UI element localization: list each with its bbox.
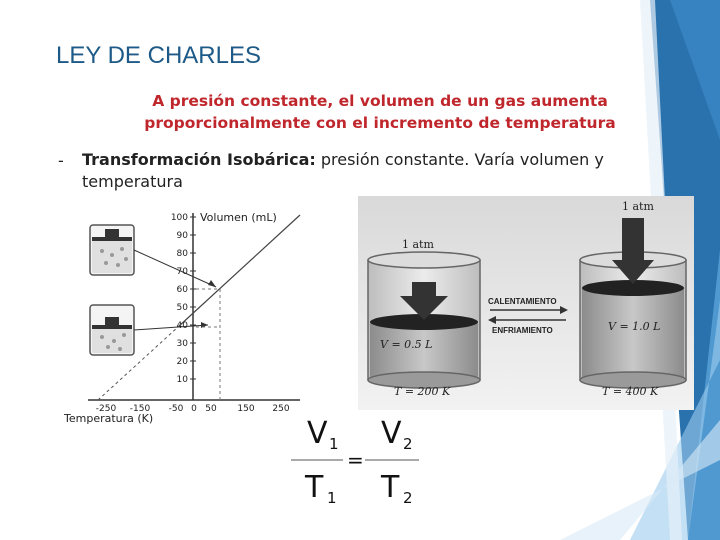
subtitle-line-2: proporcionalmente con el incremento de temperatura [144,114,616,132]
x-tick-label: 250 [272,404,290,414]
left-temp-label: T = 200 K [394,385,451,398]
slide-title: LEY DE CHARLES [56,42,261,69]
right-pressure-label: 1 atm [622,200,654,213]
y-tick-label: 70 [176,267,188,277]
formula-t1: T [305,470,324,505]
formula-t1-subscript: 1 [327,489,337,507]
bullet-marker: - [58,151,64,170]
left-volume-label: V = 0.5 L [380,338,433,351]
charles-law-formula [285,405,435,515]
y-tick-label: 10 [176,375,188,385]
x-tick-label: 150 [237,404,255,414]
formula-equals: = [347,448,364,472]
formula-v2-subscript: 2 [403,435,413,453]
y-tick-label: 90 [176,231,188,241]
beaker-top-illustration [90,225,134,275]
x-tick-label: -250 [95,404,117,414]
formula-t2: T [381,470,400,505]
formula-v1: V [307,416,328,451]
cooling-label: ENFRIAMIENTO [492,326,553,335]
isobaric-apparatus-illustration [358,196,694,410]
right-volume-label: V = 1.0 L [608,320,661,333]
y-tick-label: 30 [176,339,188,349]
heating-label: CALENTAMIENTO [488,297,557,306]
slide-subtitle [100,90,660,134]
formula-t2-subscript: 2 [403,489,413,507]
y-tick-label: 100 [170,213,188,223]
left-pressure-label: 1 atm [402,238,434,251]
y-tick-label: 50 [176,303,188,313]
x-axis-label: Temperatura (K) [64,412,154,425]
x-tick-label: -50 [168,404,184,414]
y-tick-label: 60 [176,285,188,295]
beaker-bottom-illustration [90,305,134,355]
x-tick-label: -150 [129,404,151,414]
x-tick-label: 0 [191,404,197,414]
right-temp-label: T = 400 K [602,385,659,398]
bullet-line-2: temperatura [82,172,183,191]
formula-v1-subscript: 1 [329,435,339,453]
formula-v2: V [381,416,402,451]
x-tick-label: 50 [205,404,217,414]
bullet-rest-text: presión constante. Varía volumen y [315,150,604,169]
bullet-bold-term: Transformación Isobárica: [82,150,316,169]
subtitle-line-1: A presión constante, el volumen de un gas aumenta [152,92,608,110]
bullet-text [82,149,682,193]
y-tick-label: 20 [176,357,188,367]
cylinder-cold [368,252,480,388]
y-axis-label: Volumen (mL) [200,211,277,224]
y-tick-label: 80 [176,249,188,259]
volume-temperature-line [178,215,300,327]
charles-law-graph [60,205,330,430]
y-tick-label: 40 [176,321,188,331]
